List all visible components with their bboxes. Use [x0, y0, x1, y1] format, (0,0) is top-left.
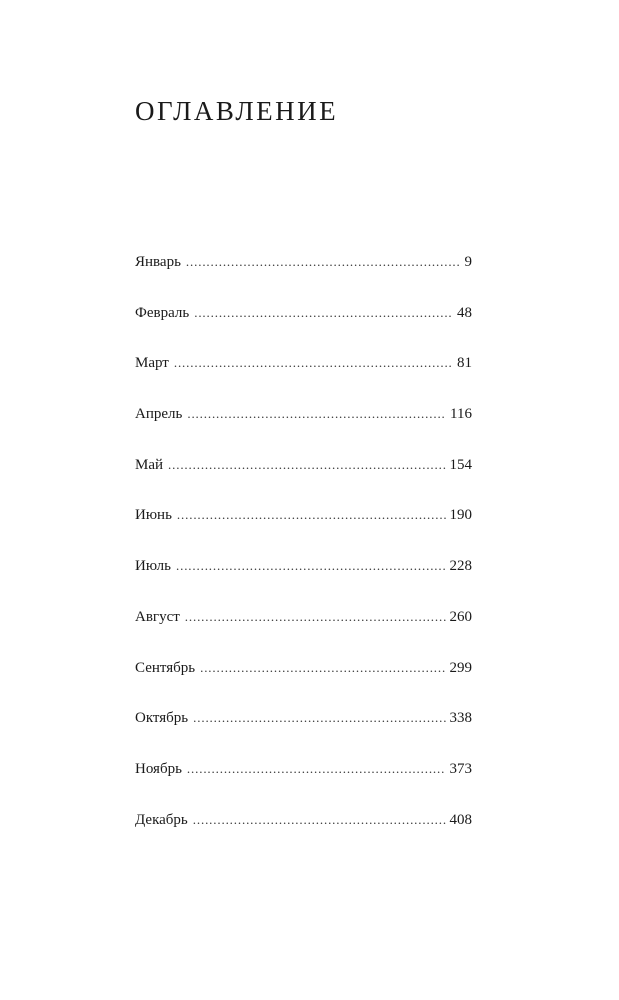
toc-entry-april[interactable] [135, 404, 472, 455]
toc-dot-leader [176, 556, 446, 576]
toc-entry-page: 154 [449, 456, 472, 473]
toc-entry-label: Февраль [135, 304, 190, 321]
toc-dot-leader [187, 759, 446, 779]
toc-entry-may[interactable] [135, 455, 472, 506]
toc-entry-june[interactable] [135, 505, 472, 556]
toc-entry-label: Декабрь [135, 811, 188, 828]
toc-entry-page: 81 [457, 355, 472, 372]
toc-entry-october[interactable] [135, 708, 472, 759]
toc-entry-label: Октябрь [135, 710, 189, 727]
toc-entry-january[interactable] [135, 252, 472, 303]
page-title: ОГЛАВЛЕНИЕ [135, 96, 339, 126]
toc-entry-label: Январь [135, 254, 181, 270]
toc-dot-leader [185, 607, 446, 627]
toc-entry-march[interactable] [135, 353, 472, 404]
toc-entry-label: Ноябрь [135, 760, 182, 777]
toc-entry-label: Июнь [135, 507, 172, 524]
toc-entry-label: Июль [135, 558, 171, 575]
toc-dot-leader [168, 455, 445, 475]
toc-entry-page: 228 [449, 558, 472, 575]
toc-entry-november[interactable] [135, 759, 472, 810]
toc-entry-label: Май [135, 456, 164, 473]
toc-entry-page: 373 [449, 760, 472, 777]
toc-dot-leader [194, 303, 453, 323]
toc-dot-leader [193, 810, 446, 830]
toc-entry-august[interactable] [135, 607, 472, 658]
toc-entry-page: 48 [457, 304, 472, 321]
toc-entry-label: Апрель [135, 406, 183, 423]
toc-dot-leader [200, 658, 445, 678]
toc-entry-label: Август [135, 608, 180, 625]
toc-dot-leader [186, 252, 461, 272]
toc-entry-page: 299 [449, 659, 472, 676]
toc-entry-page: 9 [464, 254, 472, 270]
table-of-contents [135, 252, 472, 860]
toc-entry-page: 116 [450, 406, 472, 423]
toc-dot-leader [174, 353, 453, 373]
toc-entry-label: Март [135, 355, 169, 372]
toc-entry-july[interactable] [135, 556, 472, 607]
toc-entry-december[interactable] [135, 810, 472, 861]
toc-entry-label: Сентябрь [135, 659, 196, 676]
toc-entry-page: 338 [449, 710, 472, 727]
toc-entry-page: 190 [449, 507, 472, 524]
toc-entry-page: 260 [449, 608, 472, 625]
toc-entry-february[interactable] [135, 303, 472, 354]
toc-dot-leader [187, 404, 446, 424]
toc-dot-leader [193, 708, 445, 728]
toc-entry-page: 408 [449, 811, 472, 828]
toc-dot-leader [177, 505, 446, 525]
toc-entry-september[interactable] [135, 658, 472, 709]
